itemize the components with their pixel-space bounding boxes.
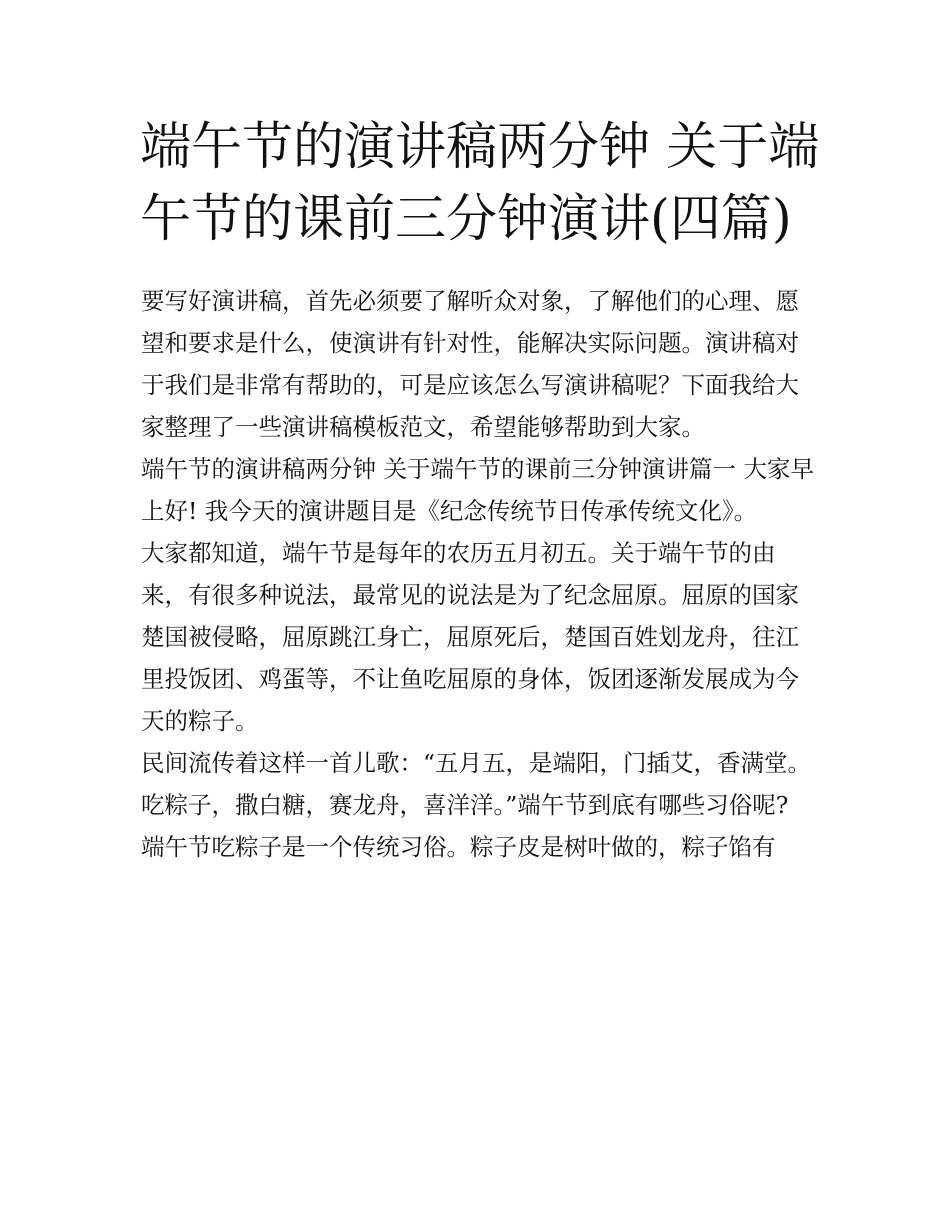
paragraph-origin: 大家都知道，端午节是每年的农历五月初五。关于端午节的由来，有很多种说法，最常见的说法是为了纪念屈原。屈原的国家楚国被侵略，屈原跳江身亡，屈原死后，楚国百姓划龙舟，往江里投饭团、鸡蛋等，不让鱼吃屈原的身体，饭团逐渐发展成为今天的粽子。 [141, 539, 799, 735]
document-body [141, 280, 821, 868]
paragraph-folk-song: 民间流传着这样一首儿歌：“五月五，是端阳，门插艾，香满堂。吃粽子，撒白糖，赛龙舟，喜洋洋。”端午节到底有哪些习俗呢? [141, 749, 812, 819]
paragraph-section-one-opening: 端午节的演讲稿两分钟 关于端午节的课前三分钟演讲篇一 大家早上好! 我今天的演讲题目是《纪念传统节日传承传统文化》。 [141, 455, 814, 525]
paragraph-intro: 要写好演讲稿，首先必须要了解听众对象，了解他们的心理、愿望和要求是什么，使演讲有针对性，能解决实际问题。演讲稿对于我们是非常有帮助的，可是应该怎么写演讲稿呢？下面我给大家整理了一些演讲稿模板范文，希望能够帮助到大家。 [141, 287, 799, 441]
paragraph-zongzi: 端午节吃粽子是一个传统习俗。粽子皮是树叶做的，粽子馅有 [141, 833, 776, 861]
document-title: 端午节的演讲稿两分钟 关于端午节的课前三分钟演讲(四篇) [140, 118, 820, 249]
